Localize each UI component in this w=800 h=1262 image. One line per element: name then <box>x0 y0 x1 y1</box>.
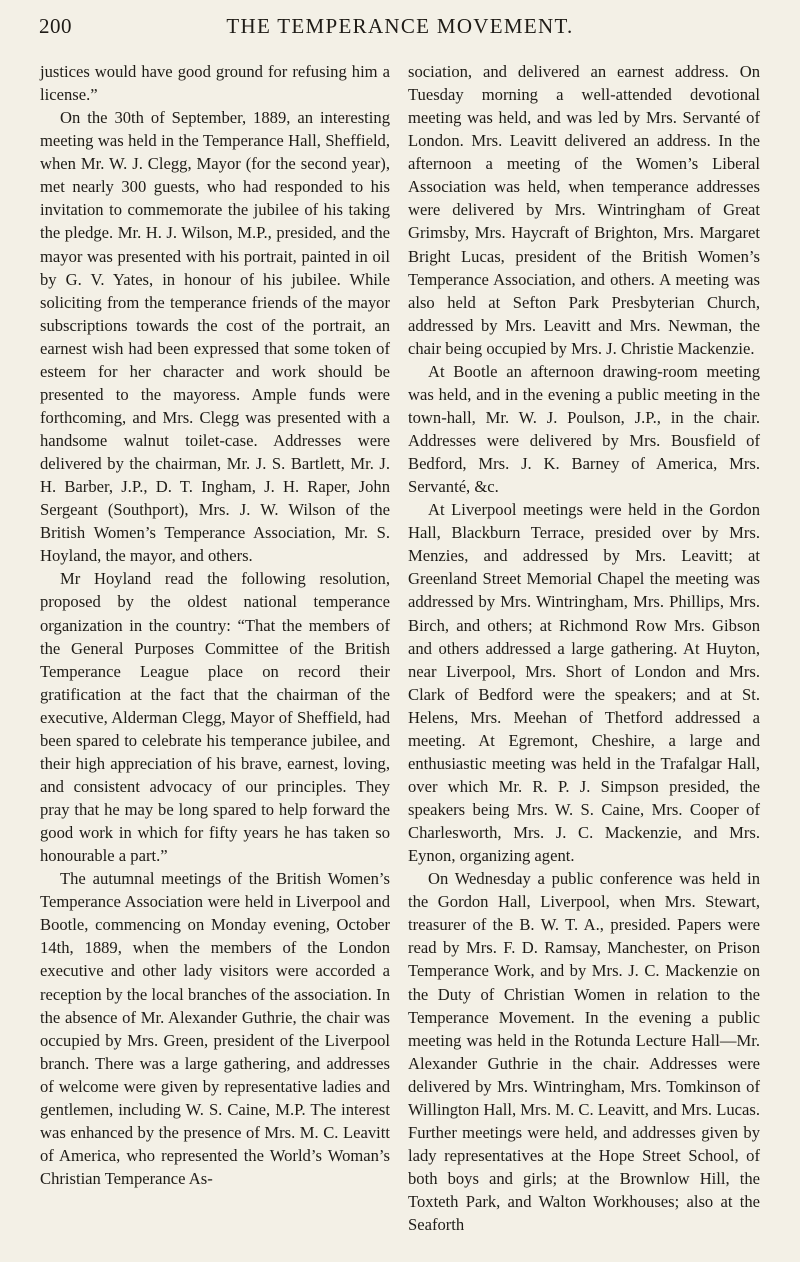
running-title: THE TEMPERANCE MOVEMENT. <box>226 14 574 38</box>
page-number: 200 <box>39 14 72 38</box>
paragraph: sociation, and delivered an earnest address. On Tuesday morning a well-attended devotional meeting was held, and was led by Mrs. Servanté of London. Mrs. Leavitt delivered an address. In the afternoon a meeting of the Women’s Liberal Association was held, when temperance addresses were delivered by Mrs. Wintringham of Great Grimsby, Mrs. Haycraft of Brighton, Mrs. Margaret Bright Lucas, president of the British Women’s Temperance Association, and others. A meeting was also held at Sefton Park Presbyterian Church, addressed by Mrs. Leavitt and Mrs. Newman, the chair being occupied by Mrs. J. Christie Mackenzie. <box>408 62 760 358</box>
paragraph: Mr Hoyland read the following resolution, proposed by the oldest national temperance organization in the country: “That the members of the General Purposes Committee of the British Temperance League place on record their gratification at the fact that the chairman of the executive, Alderman Clegg, Mayor of Sheffield, had been spared to celebrate his temperance jubilee, and their high appreciation of his brave, earnest, loving, and consistent advocacy of our principles. They pray that he may be long spared to help forward the good work in which for fifty years he has taken so honourable a part.” <box>40 569 390 866</box>
paragraph: At Liverpool meetings were held in the Gordon Hall, Blackburn Terrace, presided over by Mrs. Menzies, and addressed by Mrs. Leavitt; at Greenland Street Memorial Chapel the meeting was addressed by Mrs. Wintringham, Mrs. Phillips, Mrs. Birch, and others; at Richmond Row Mrs. Gibson and others addressed a large gathering. At Huyton, near Liverpool, Mrs. Short of London and Mrs. Clark of Bedford were the speakers; and at St. Helens, Mrs. Meehan of Thetford addressed a meeting. At Egremont, Cheshire, a large and enthusiastic meeting was held in the Trafalgar Hall, over which Mr. R. P. J. Simpson presided, the speakers being Mrs. W. S. Caine, Mrs. Cooper of Charlesworth, Mrs. J. C. Mackenzie, and Mrs. Eynon, organizing agent. <box>408 500 760 866</box>
paragraph: On Wednesday a public conference was held in the Gordon Hall, Liverpool, when Mrs. Stewart, treasurer of the B. W. T. A., presided. Papers were read by Mrs. F. D. Ramsay, Manchester, on Prison Temperance Work, and by Mrs. J. C. Mackenzie on the Duty of Christian Women in relation to the Temperance Movement. In the evening a public meeting was held in the Rotunda Lecture Hall—Mr. Alexander Guthrie in the chair. Addresses were delivered by Mrs. Wintringham, Mrs. Tomkinson of Willington Hall, Mrs. M. C. Leavitt, and Mrs. Lucas. Further meetings were held, and addresses given by lady representatives at the Hope Street School, of both boys and girls; at the Brownlow Hill, the Toxteth Park, and Walton Workhouses; also at the Seaforth <box>408 869 760 1235</box>
paragraph: On the 30th of September, 1889, an interesting meeting was held in the Temperance Hall, Sheffield, when Mr. W. J. Clegg, Mayor (for the second year), met nearly 300 guests, who had responded to his invitation to commemorate the jubilee of his taking the pledge. Mr. H. J. Wilson, M.P., presided, and the mayor was presented with his portrait, painted in oil by G. V. Yates, in honour of his jubilee. While soliciting from the temperance friends of the mayor subscriptions towards the cost of the portrait, an earnest wish had been expressed that some token of esteem for her character and work should be presented to the mayoress. Ample funds were forthcoming, and Mrs. Clegg was presented with a handsome walnut toilet-case. Addresses were delivered by the chairman, Mr. J. S. Bartlett, Mr. J. H. Barber, J.P., D. T. Ingham, J. H. Raper, John Sergeant (Southport), Mrs. J. W. Wilson of the British Women’s Temperance Association, Mr. S. Hoyland, the mayor, and others. <box>40 108 390 566</box>
right-column <box>408 60 760 1236</box>
paragraph: justices would have good ground for refusing him a license.” <box>40 62 390 105</box>
paragraph: The autumnal meetings of the British Women’s Temperance Association were held in Liverpool and Bootle, commencing on Monday evening, October 14th, 1889, when the members of the London executive and other lady visitors were accorded a reception by the local branches of the association. In the absence of Mr. Alexander Guthrie, the chair was occupied by Mrs. Green, president of the Liverpool branch. There was a large gathering, and addresses of welcome were given by representative ladies and gentlemen, including W. S. Caine, M.P. The interest was enhanced by the presence of Mrs. M. C. Leavitt of America, who represented the World’s Woman’s Christian Temperance As- <box>40 869 390 1188</box>
left-column <box>40 60 390 1190</box>
paragraph: At Bootle an afternoon drawing-room meeting was held, and in the evening a public meeting in the town-hall, Mr. W. J. Poulson, J.P., in the chair. Addresses were delivered by Mrs. Bousfield of Bedford, Mrs. J. K. Barney of America, Mrs. Servanté, &c. <box>408 361 760 497</box>
